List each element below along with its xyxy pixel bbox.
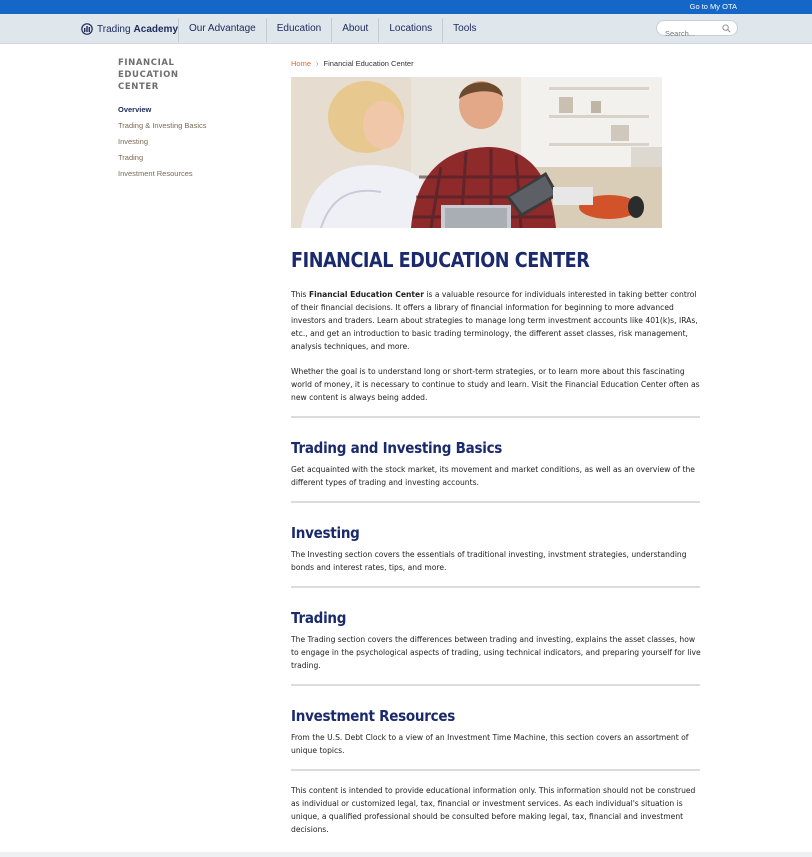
sidebar-item-investment-resources[interactable]: Investment Resources bbox=[118, 169, 193, 178]
intro-paragraph-2: Whether the goal is to understand long or short-term strategies, or to learn more about this fascinating world of money, it is necessary to continue to study and learn. Visit the Financial Education Center often as new content is always being added. bbox=[291, 367, 700, 402]
section-body: The Investing section covers the essentials of traditional investing, invstment strategies, understanding bonds and interest rates, tips, and more. bbox=[291, 550, 687, 572]
intro-paragraph bbox=[291, 288, 701, 353]
nav-tools[interactable]: Tools bbox=[442, 18, 486, 42]
section-title[interactable]: Trading bbox=[291, 609, 347, 627]
sidebar-item-investing[interactable]: Investing bbox=[118, 137, 149, 146]
breadcrumb bbox=[291, 57, 701, 71]
hero-photo-couple-laptop bbox=[291, 77, 662, 228]
sidebar-title bbox=[118, 57, 238, 93]
search-icon[interactable] bbox=[722, 24, 731, 33]
section-title[interactable]: Investment Resources bbox=[291, 707, 455, 725]
breadcrumb-home-link[interactable]: Home bbox=[291, 59, 312, 68]
intro-post: is a valuable resource for individuals interested in taking better control of their financial decisions. It offers a library of financial information for beginning to more advanced investors and traders. Learn about strategies to manage long term investment accounts like 401(k)s, IRAs, etc., and get an introduction to basic trading terminology, the different asset classes, risk management, analysis techniques, and more. bbox=[291, 290, 698, 351]
sidebar-title-line: CENTER bbox=[118, 82, 159, 92]
nav-links bbox=[178, 18, 487, 42]
section-trading-investing-basics bbox=[291, 418, 701, 489]
logo-text-academy: Academy bbox=[133, 23, 179, 35]
section-divider bbox=[291, 769, 700, 771]
section-investment-resources bbox=[291, 686, 701, 757]
nav-about[interactable]: About bbox=[331, 18, 378, 42]
search-box[interactable] bbox=[656, 20, 738, 36]
sidebar-item-trading[interactable]: Trading bbox=[118, 153, 144, 162]
section-investing bbox=[291, 503, 701, 574]
top-utility-bar bbox=[0, 0, 812, 14]
go-to-my-ota-link[interactable]: Go to My OTA bbox=[689, 2, 737, 11]
sidebar-item-overview[interactable]: Overview bbox=[118, 105, 152, 114]
logo-text-trading: Trading bbox=[97, 23, 131, 35]
main-content bbox=[291, 57, 701, 836]
section-body: From the U.S. Debt Clock to a view of an Investment Time Machine, this section covers an assortment of unique topics. bbox=[291, 733, 689, 755]
breadcrumb-separator: › bbox=[316, 59, 319, 68]
intro-bold: Financial Education Center bbox=[308, 290, 424, 299]
footer-edge bbox=[0, 852, 812, 857]
section-trading bbox=[291, 588, 701, 672]
main-navigation bbox=[0, 14, 812, 44]
sidebar-title-line: FINANCIAL bbox=[118, 58, 175, 68]
section-body: Get acquainted with the stock market, its movement and market conditions, as well as an overview of the different types of trading and investing accounts. bbox=[291, 465, 695, 487]
sidebar-title-line: EDUCATION bbox=[118, 70, 179, 80]
section-title[interactable]: Investing bbox=[291, 524, 360, 542]
search-input[interactable] bbox=[665, 29, 725, 38]
section-body: The Trading section covers the differences between trading and investing, explains the asset classes, how to engage in the psychological aspects of trading, using technical indicators, and preparing yourself for live trading. bbox=[291, 635, 701, 670]
page-title: FINANCIAL EDUCATION CENTER bbox=[291, 248, 590, 272]
nav-locations[interactable]: Locations bbox=[378, 18, 442, 42]
nav-education[interactable]: Education bbox=[266, 18, 331, 42]
section-title[interactable]: Trading and Investing Basics bbox=[291, 439, 503, 457]
logo-icon bbox=[80, 23, 94, 35]
intro-pre: This bbox=[291, 290, 309, 299]
hero-image bbox=[291, 77, 662, 228]
sidebar bbox=[118, 57, 238, 182]
trading-academy-logo[interactable] bbox=[80, 22, 178, 36]
sidebar-item-trading-investing-basics[interactable]: Trading & Investing Basics bbox=[118, 121, 207, 130]
sidebar-menu bbox=[118, 102, 238, 182]
breadcrumb-current: Financial Education Center bbox=[323, 59, 414, 68]
nav-our-advantage[interactable]: Our Advantage bbox=[178, 18, 266, 42]
disclaimer-text: This content is intended to provide educational information only. This information should not be construed as individual or customized legal, tax, financial or investment services. As each individual's situation is unique, a qualified professional should be consulted before making legal, tax, financial and investment decisions. bbox=[291, 786, 696, 834]
